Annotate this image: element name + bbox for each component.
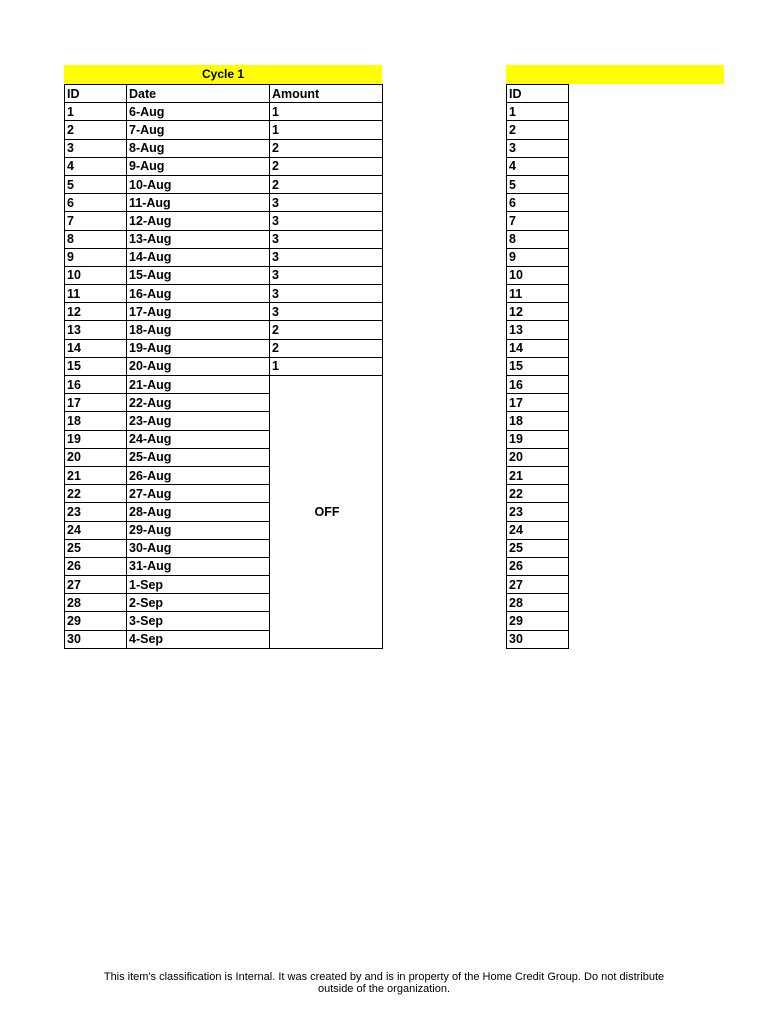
row-date: 21-Aug	[127, 376, 270, 394]
row-date: 16-Aug	[127, 285, 270, 303]
table-row	[65, 285, 383, 303]
row-amount: 2	[270, 339, 383, 357]
side-row	[507, 630, 569, 648]
row-id: 17	[65, 394, 127, 412]
side-row-id: 8	[507, 230, 569, 248]
header-date: Date	[127, 85, 270, 103]
off-cell: OFF	[270, 376, 383, 649]
row-amount: 3	[270, 230, 383, 248]
side-row	[507, 139, 569, 157]
side-row-id: 16	[507, 376, 569, 394]
row-date: 8-Aug	[127, 139, 270, 157]
row-amount: 2	[270, 157, 383, 175]
row-date: 12-Aug	[127, 212, 270, 230]
side-row-id: 9	[507, 248, 569, 266]
side-row	[507, 121, 569, 139]
row-date: 26-Aug	[127, 466, 270, 484]
side-row	[507, 521, 569, 539]
side-row	[507, 321, 569, 339]
row-id: 13	[65, 321, 127, 339]
header-amount: Amount	[270, 85, 383, 103]
row-amount: 1	[270, 103, 383, 121]
table-row	[65, 357, 383, 375]
side-row-id: 15	[507, 357, 569, 375]
table-row	[65, 376, 383, 394]
row-id: 8	[65, 230, 127, 248]
row-id: 12	[65, 303, 127, 321]
row-date: 18-Aug	[127, 321, 270, 339]
side-row-id: 25	[507, 539, 569, 557]
row-id: 19	[65, 430, 127, 448]
side-row-id: 17	[507, 394, 569, 412]
header-id: ID	[65, 85, 127, 103]
row-id: 9	[65, 248, 127, 266]
table-row	[65, 339, 383, 357]
side-row	[507, 357, 569, 375]
table-row	[65, 321, 383, 339]
row-amount: 2	[270, 321, 383, 339]
row-date: 27-Aug	[127, 485, 270, 503]
side-row-id: 21	[507, 466, 569, 484]
row-date: 1-Sep	[127, 576, 270, 594]
row-amount: 3	[270, 303, 383, 321]
row-amount: 3	[270, 266, 383, 284]
side-row-id: 28	[507, 594, 569, 612]
footer-line-2: outside of the organization.	[317, 983, 451, 995]
row-id: 27	[65, 576, 127, 594]
row-id: 3	[65, 139, 127, 157]
row-date: 14-Aug	[127, 248, 270, 266]
side-row	[507, 594, 569, 612]
side-row	[507, 485, 569, 503]
side-row-id: 10	[507, 266, 569, 284]
footer-line-1: This item's classification is Internal. It was created by and is in property of the Home Credit Group. Do not distribute	[103, 971, 665, 983]
side-row-id: 20	[507, 448, 569, 466]
row-id: 18	[65, 412, 127, 430]
side-row-id: 18	[507, 412, 569, 430]
table-row	[65, 121, 383, 139]
row-date: 23-Aug	[127, 412, 270, 430]
row-id: 22	[65, 485, 127, 503]
side-row-id: 26	[507, 557, 569, 575]
row-id: 6	[65, 194, 127, 212]
table-row	[65, 194, 383, 212]
side-row	[507, 285, 569, 303]
row-id: 30	[65, 630, 127, 648]
row-date: 7-Aug	[127, 121, 270, 139]
cycle-title: Cycle 1	[201, 67, 245, 81]
side-row-id: 12	[507, 303, 569, 321]
side-row-id: 27	[507, 576, 569, 594]
side-row-id: 29	[507, 612, 569, 630]
row-id: 29	[65, 612, 127, 630]
row-amount: 1	[270, 357, 383, 375]
side-row	[507, 157, 569, 175]
row-id: 10	[65, 266, 127, 284]
side-row	[507, 376, 569, 394]
table-row	[65, 230, 383, 248]
row-id: 23	[65, 503, 127, 521]
side-header-id: ID	[507, 85, 569, 103]
side-row	[507, 212, 569, 230]
side-header-bar	[506, 65, 724, 84]
row-date: 20-Aug	[127, 357, 270, 375]
table-row	[65, 212, 383, 230]
row-id: 1	[65, 103, 127, 121]
table-row	[65, 303, 383, 321]
side-row-id: 6	[507, 194, 569, 212]
row-id: 25	[65, 539, 127, 557]
table-row	[65, 175, 383, 193]
row-id: 16	[65, 376, 127, 394]
row-date: 15-Aug	[127, 266, 270, 284]
side-row	[507, 175, 569, 193]
row-id: 15	[65, 357, 127, 375]
row-id: 2	[65, 121, 127, 139]
row-id: 5	[65, 175, 127, 193]
side-row	[507, 412, 569, 430]
side-row	[507, 230, 569, 248]
side-row	[507, 576, 569, 594]
row-date: 17-Aug	[127, 303, 270, 321]
side-row	[507, 248, 569, 266]
side-row-id: 3	[507, 139, 569, 157]
side-row	[507, 612, 569, 630]
side-row	[507, 194, 569, 212]
side-header-row	[507, 85, 569, 103]
side-row-id: 2	[507, 121, 569, 139]
row-amount: 2	[270, 175, 383, 193]
row-amount: 2	[270, 139, 383, 157]
side-row-id: 24	[507, 521, 569, 539]
row-date: 31-Aug	[127, 557, 270, 575]
row-date: 28-Aug	[127, 503, 270, 521]
row-date: 4-Sep	[127, 630, 270, 648]
side-row	[507, 539, 569, 557]
side-row	[507, 394, 569, 412]
cycle-table	[64, 84, 383, 649]
row-amount: 1	[270, 121, 383, 139]
side-row-id: 19	[507, 430, 569, 448]
side-row	[507, 466, 569, 484]
row-amount: 3	[270, 212, 383, 230]
row-date: 29-Aug	[127, 521, 270, 539]
row-date: 13-Aug	[127, 230, 270, 248]
row-date: 30-Aug	[127, 539, 270, 557]
side-row-id: 11	[507, 285, 569, 303]
side-row-id: 23	[507, 503, 569, 521]
side-row	[507, 339, 569, 357]
row-date: 6-Aug	[127, 103, 270, 121]
classification-footer	[60, 971, 708, 995]
row-id: 7	[65, 212, 127, 230]
side-row	[507, 430, 569, 448]
table-row	[65, 266, 383, 284]
side-id-table	[506, 84, 569, 649]
side-row-id: 22	[507, 485, 569, 503]
side-row	[507, 557, 569, 575]
table-row	[65, 139, 383, 157]
row-id: 21	[65, 466, 127, 484]
row-id: 14	[65, 339, 127, 357]
table-row	[65, 103, 383, 121]
row-date: 19-Aug	[127, 339, 270, 357]
row-date: 2-Sep	[127, 594, 270, 612]
side-row	[507, 103, 569, 121]
row-amount: 3	[270, 194, 383, 212]
side-row-id: 14	[507, 339, 569, 357]
row-date: 3-Sep	[127, 612, 270, 630]
row-id: 24	[65, 521, 127, 539]
row-id: 26	[65, 557, 127, 575]
row-date: 9-Aug	[127, 157, 270, 175]
row-date: 22-Aug	[127, 394, 270, 412]
side-row	[507, 448, 569, 466]
table-row	[65, 157, 383, 175]
table-header-row	[65, 85, 383, 103]
row-date: 24-Aug	[127, 430, 270, 448]
cycle-header-bar	[64, 65, 382, 84]
row-amount: 3	[270, 285, 383, 303]
row-date: 11-Aug	[127, 194, 270, 212]
side-row-id: 30	[507, 630, 569, 648]
row-date: 25-Aug	[127, 448, 270, 466]
side-row-id: 1	[507, 103, 569, 121]
side-row-id: 13	[507, 321, 569, 339]
side-row	[507, 303, 569, 321]
side-row-id: 4	[507, 157, 569, 175]
side-row-id: 7	[507, 212, 569, 230]
side-row	[507, 266, 569, 284]
side-row	[507, 503, 569, 521]
table-row	[65, 248, 383, 266]
row-id: 11	[65, 285, 127, 303]
row-date: 10-Aug	[127, 175, 270, 193]
side-row-id: 5	[507, 175, 569, 193]
row-id: 4	[65, 157, 127, 175]
row-amount: 3	[270, 248, 383, 266]
row-id: 28	[65, 594, 127, 612]
row-id: 20	[65, 448, 127, 466]
